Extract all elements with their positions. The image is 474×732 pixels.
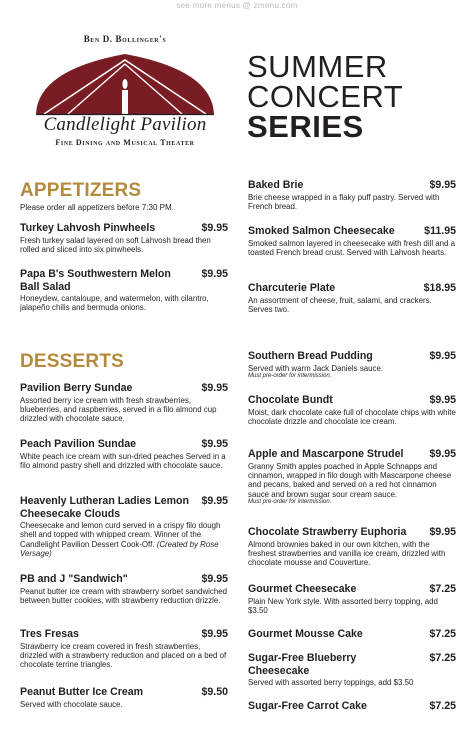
item-description: Smoked salmon layered in cheesecake with fresh dill and a toasted French bread crust. Served with Lahvosh hearts. — [248, 238, 456, 257]
item-name: Peanut Butter Ice Cream — [20, 686, 144, 698]
item-name: Chocolate Bundt — [248, 394, 333, 406]
item-name: Heavenly Lutheran Ladies Lemon Cheesecake Clouds — [20, 495, 189, 520]
appetizers-note: Please order all appetizers before 7:30 PM. — [20, 203, 174, 212]
item-price: $11.95 — [424, 225, 456, 237]
item-name: Baked Brie — [248, 179, 304, 191]
menu-item — [248, 526, 456, 568]
menu-item — [248, 652, 456, 687]
item-price: $9.95 — [429, 526, 456, 538]
logo-owner: Ben D. Bollinger's — [83, 34, 167, 44]
logo-name: Candlelight Pavilion — [43, 114, 207, 135]
item-description: Strawberry ice cream covered in fresh strawberries, drizzled with a strawberry reduction and placed on a bed of chocolate terrine triangles. — [20, 641, 227, 670]
menu-item — [20, 628, 228, 670]
item-description: Granny Smith apples poached in Apple Schnapps and cinnamon, wrapped in filo dough with Mascarpone cheese and pecans, baked and served on a red hot cinnamon sauce and brown sugar sour cream sauce. — [248, 461, 452, 499]
desserts-heading: DESSERTS — [20, 351, 125, 372]
item-description: Served with assorted berry toppings, add $3.50 — [248, 678, 414, 687]
item-name: Charcuterie Plate — [248, 282, 336, 294]
event-title-line: SERIES — [247, 109, 364, 144]
item-description: Served with warm Jack Daniels sauce. — [248, 363, 384, 373]
item-price: $9.95 — [201, 573, 228, 585]
item-description: Brie cheese wrapped in a flaky puff pastry. Served with French bread. — [248, 192, 440, 211]
item-price: $7.25 — [429, 583, 456, 595]
item-description: Plain New York style. With assorted berry topping, add $3.50 — [248, 596, 438, 615]
item-description: Assorted berry ice cream with fresh strawberries, blueberries, and raspberries, served in a filo almond cup drizzled with chocolate sauce. — [20, 395, 217, 424]
item-description: White peach ice cream with sun-dried peaches Served in a filo almond pastry shell and drizzled with chocolate sauce. — [20, 451, 226, 470]
menu-item — [248, 583, 456, 615]
menu-item — [20, 495, 228, 559]
item-description: An assortment of cheese, fruit, salami, and crackers. Serves two. — [248, 295, 432, 314]
menu-item — [20, 686, 228, 709]
item-price: $9.95 — [201, 495, 228, 507]
event-title — [247, 49, 462, 144]
item-price: $9.95 — [429, 448, 456, 460]
item-description: Fresh turkey salad layered on soft Lahvosh bread then rolled and sliced into six pinwheels. — [20, 235, 211, 254]
item-price: $9.95 — [201, 382, 228, 394]
item-name: Peach Pavilion Sundae — [20, 438, 136, 450]
item-name: Papa B's Southwestern Melon Ball Salad — [20, 268, 171, 293]
restaurant-logo — [20, 28, 230, 160]
item-price: $7.25 — [429, 700, 456, 712]
menu-item — [248, 628, 456, 641]
item-price: $18.95 — [423, 282, 456, 294]
item-price: $9.50 — [201, 686, 228, 698]
item-description: Almond brownies baked in our own kitchen, with the freshest strawberries and vanilla ice cream, drizzled with chocolate mousse and Couverture. — [248, 539, 446, 568]
menu-item — [248, 282, 456, 314]
item-price: $9.95 — [201, 268, 228, 280]
item-name: Gourmet Mousse Cake — [248, 628, 363, 640]
item-description: Honeydew, cantaloupe, and watermelon, with cilantro, jalapeño chilis and bermuda onions. — [20, 294, 209, 313]
item-name: Smoked Salmon Cheesecake — [248, 225, 395, 237]
item-price: $7.25 — [429, 628, 456, 640]
item-price: $9.95 — [201, 222, 228, 234]
item-price: $9.95 — [429, 179, 456, 191]
event-title-line: CONCERT — [247, 79, 404, 114]
item-name: Southern Bread Pudding — [248, 350, 373, 362]
item-price: $9.95 — [201, 628, 228, 640]
item-description: Moist, dark chocolate cake full of chocolate chips with white chocolate drizzle and chocolate ice cream. — [248, 407, 456, 426]
item-preorder-note: Must pre-order for intermission. — [248, 499, 332, 506]
menu-item — [20, 268, 228, 313]
item-name: Chocolate Strawberry Euphoria — [248, 526, 407, 538]
item-description: Cheesecake and lemon curd served in a crispy filo dough shell and topped with whipped cream. Winner of the Candlelight Pavilion Dessert Cook-Off. — [20, 521, 221, 549]
menu-item — [20, 573, 228, 605]
menu-item — [20, 382, 228, 424]
menu-item — [248, 179, 456, 211]
menu-item — [248, 394, 456, 426]
item-name: Tres Fresas — [20, 628, 79, 640]
item-name: Pavilion Berry Sundae — [20, 382, 133, 394]
item-preorder-note: Must pre-order for intermission. — [248, 372, 332, 379]
item-name: Sugar-Free Carrot Cake — [248, 700, 367, 712]
logo-tagline: Fine Dining and Musical Theater — [55, 138, 195, 147]
item-description: Served with chocolate sauce. — [20, 699, 123, 709]
menu-item — [248, 448, 456, 506]
item-credit: (Created by Rose Versage) — [20, 539, 219, 559]
item-name: Sugar-Free Blueberry Cheesecake — [248, 652, 357, 677]
menu-item — [20, 222, 228, 254]
appetizers-heading: APPETIZERS — [20, 180, 142, 201]
item-name: Turkey Lahvosh Pinwheels — [20, 222, 156, 234]
menu-item — [248, 350, 456, 380]
menu-item — [248, 225, 456, 257]
item-name: Apple and Mascarpone Strudel — [248, 448, 404, 460]
watermark-text: see more menus @ zmenu.com — [176, 1, 298, 10]
item-price: $9.95 — [201, 438, 228, 450]
item-price: $9.95 — [429, 350, 456, 362]
item-name: PB and J "Sandwich" — [20, 573, 128, 585]
menu-item — [248, 700, 456, 713]
item-name: Gourmet Cheesecake — [248, 583, 357, 595]
item-description: Peanut butter ice cream with strawberry sorbet sandwiched between butter cookies, with strawberry reduction drizzle. — [20, 586, 228, 605]
item-price: $7.25 — [429, 652, 456, 664]
item-price: $9.95 — [429, 394, 456, 406]
event-title-line: SUMMER — [247, 49, 388, 84]
menu-item — [20, 438, 228, 470]
pavilion-dome-icon — [34, 50, 216, 116]
